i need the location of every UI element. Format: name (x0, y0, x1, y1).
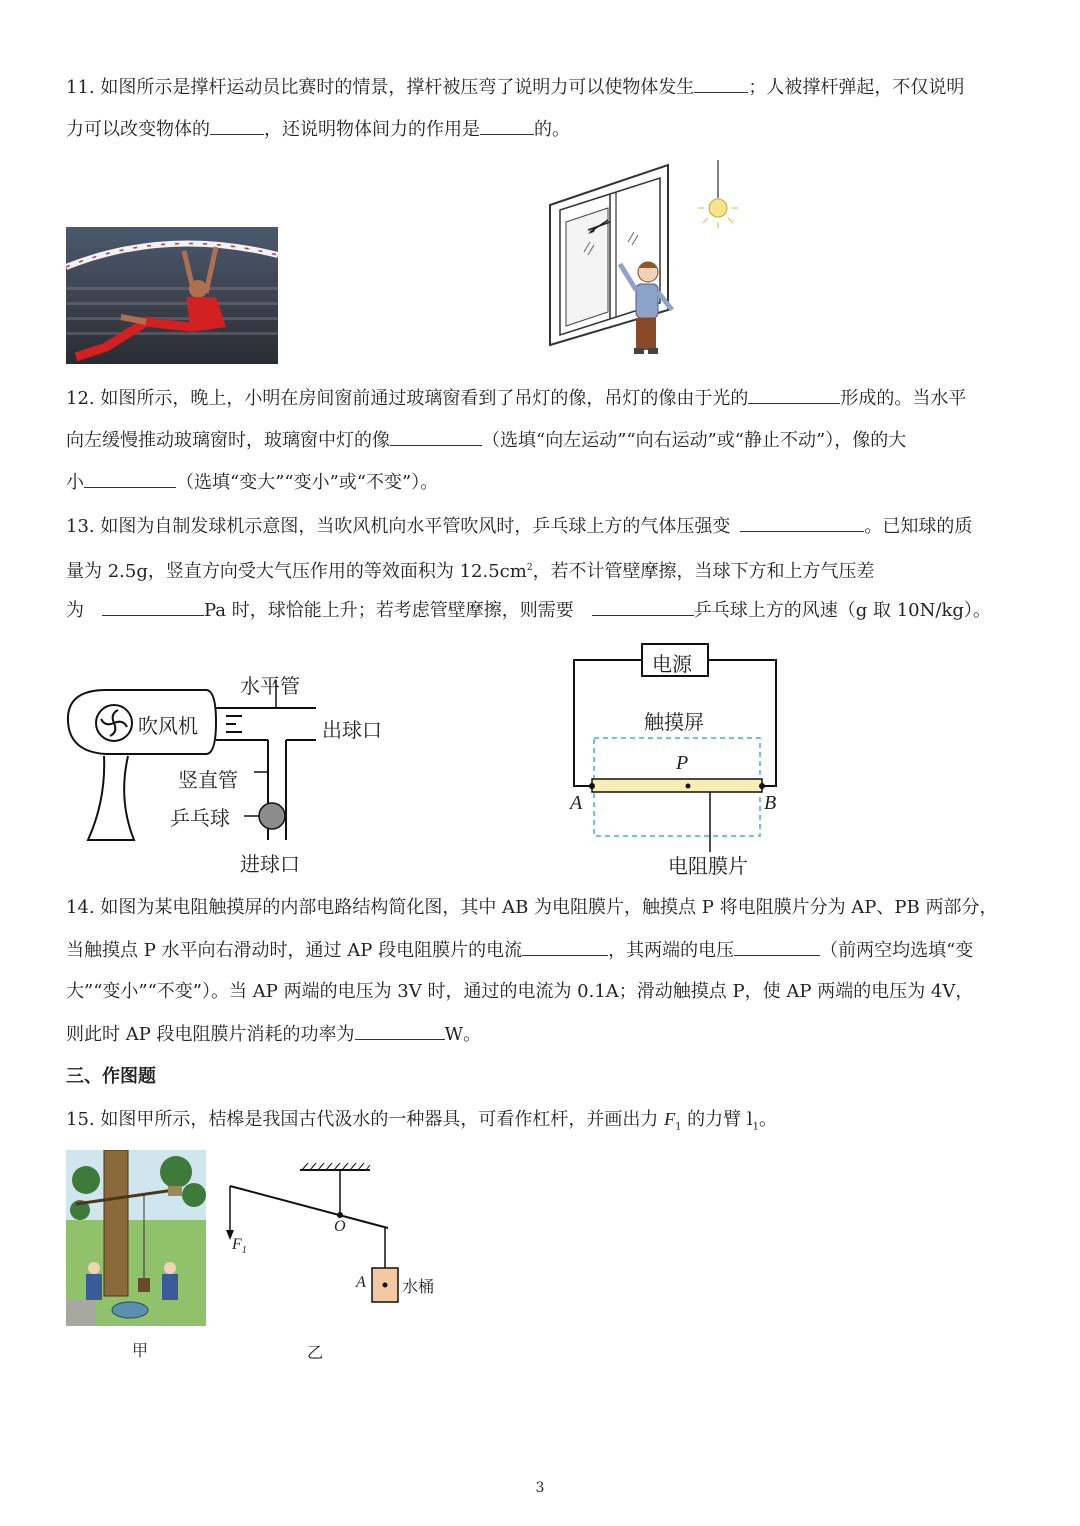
section-title: 三、作图题 (66, 1066, 156, 1087)
q11-blank-1[interactable] (694, 74, 748, 93)
label-screen: 触摸屏 (644, 710, 704, 734)
lever-diagram (220, 1160, 460, 1310)
pole-vault-photo (66, 227, 278, 364)
q13-blank-1[interactable] (740, 513, 864, 532)
q12-blank-2[interactable] (390, 427, 482, 446)
q13-line1: 13. 如图为自制发球机示意图，当吹风机向水平管吹风时，乒乓球上方的气体压强变 。已知球的质 (66, 513, 972, 540)
q11-blank-2[interactable] (210, 116, 264, 135)
label-f1: $F_1$ (232, 1236, 247, 1257)
q11-blank-3[interactable] (480, 116, 534, 135)
label-o: O (334, 1218, 346, 1235)
page-number: 3 (535, 1480, 545, 1496)
label-point-b: B (764, 792, 777, 814)
q14-line1: 14. 如图为某电阻触摸屏的内部电路结构简化图，其中 AB 为电阻膜片，触摸点 P 将电阻膜片分为 AP、PB 两部分， (66, 897, 998, 918)
label-horizontal-pipe: 水平管 (240, 674, 300, 698)
label-inlet: 进球口 (240, 852, 300, 876)
label-point-p: P (676, 752, 689, 774)
q12-line2: 向左缓慢推动玻璃窗时，玻璃窗中灯的像 （选填“向左运动”“向右运动”或“静止不动”），像的大 (66, 427, 906, 454)
q13-line3: 为 Pa 时，球恰能上升；若考虑管壁摩擦，则需要 乒乓球上方的风速（g 取 10N/kg）。 (66, 597, 991, 624)
q14-line3: 大”“变小”“不变”）。当 AP 两端的电压为 3V 时，通过的电流为 0.1A；滑动触摸点 P，使 AP 两端的电压为 4V， (66, 981, 974, 1002)
q13-blank-3[interactable] (592, 597, 694, 616)
q14-line2: 当触摸点 P 水平向右滑动时，通过 AP 段电阻膜片的电流 ，其两端的电压 （前两空均选填“变 (66, 937, 973, 964)
q13-blank-2[interactable] (102, 597, 204, 616)
caption-jia: 甲 (132, 1341, 149, 1360)
q14-blank-1[interactable] (522, 937, 608, 956)
label-power: 电源 (652, 652, 692, 676)
q11-line1: 11. 如图所示是撑杆运动员比赛时的情景，撑杆被压弯了说明力可以使物体发生 ；人被撑杆弹起，不仅说明 (66, 74, 964, 101)
label-bucket: 水桶 (402, 1277, 435, 1296)
label-blower: 吹风机 (138, 714, 198, 738)
well-sweep-picture (66, 1150, 206, 1326)
caption-yi: 乙 (307, 1343, 324, 1362)
label-a: A (356, 1274, 366, 1291)
ball-launcher-diagram (66, 660, 406, 880)
label-outlet: 出球口 (322, 718, 382, 742)
label-vertical-pipe: 竖直管 (178, 768, 238, 792)
q11-line2: 力可以改变物体的 ，还说明物体间力的作用是 的。 (66, 116, 570, 143)
q12-blank-3[interactable] (84, 469, 176, 488)
label-point-a: A (570, 792, 583, 814)
q12-blank-1[interactable] (748, 385, 840, 404)
label-film: 电阻膜片 (668, 854, 748, 878)
label-ball: 乒乓球 (170, 806, 230, 830)
q12-line1: 12. 如图所示，晚上，小明在房间窗前通过玻璃窗看到了吊灯的像，吊灯的像由于光的 形成的。当水平 (66, 385, 966, 412)
window-lamp-illustration (548, 160, 748, 360)
q15-line: 15. 如图甲所示，桔槔是我国古代汲水的一种器具，可看作杠杆，并画出力 $F_1$ 的力臂 $l_1$。 (66, 1109, 778, 1133)
q13-line2: 量为 2.5g，竖直方向受大气压作用的等效面积为 $12.5cm^2$，若不计管壁摩擦，当球下方和上方气压差 (66, 561, 875, 582)
q14-line4: 则此时 AP 段电阻膜片消耗的功率为 W。 (66, 1021, 481, 1048)
q14-blank-2[interactable] (734, 937, 820, 956)
q14-blank-3[interactable] (355, 1021, 445, 1040)
touch-screen-circuit (560, 640, 790, 880)
q12-line3: 小 （选填“变大”“变小”或“不变”）。 (66, 469, 438, 496)
